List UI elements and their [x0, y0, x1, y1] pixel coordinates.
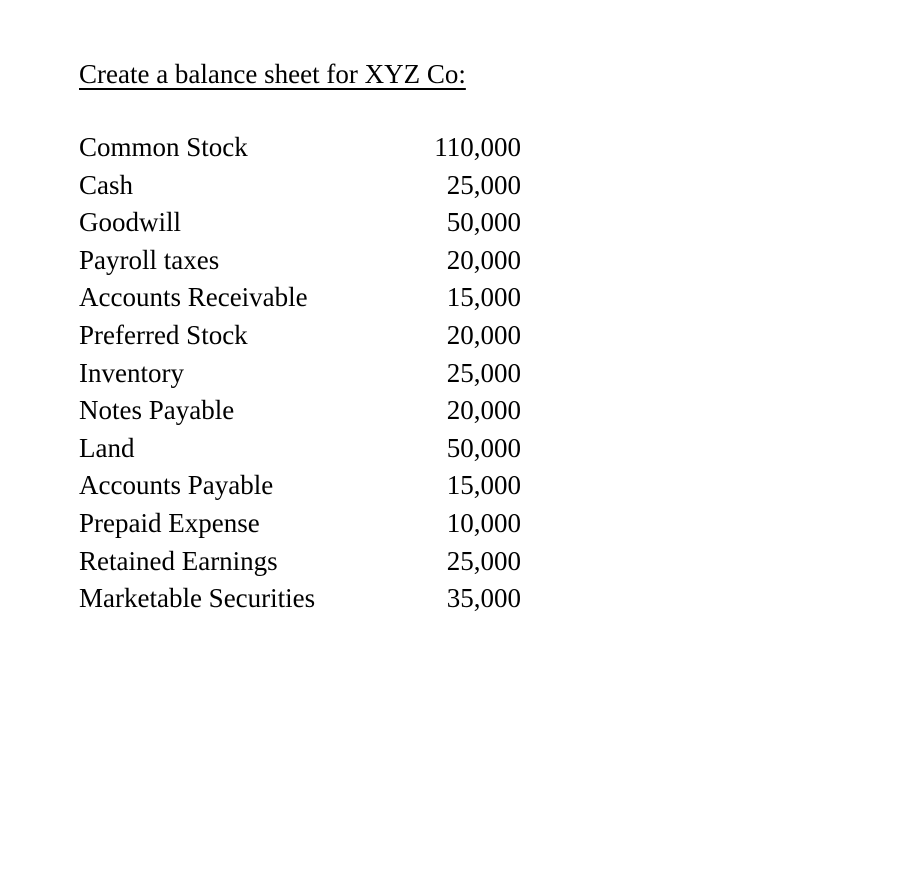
page-title: Create a balance sheet for XYZ Co: [79, 59, 466, 89]
account-amount: 20,000 [446, 319, 521, 350]
list-item [79, 355, 521, 393]
account-label: Goodwill [79, 207, 182, 238]
account-amount: 10,000 [446, 507, 521, 538]
account-amount: 25,000 [446, 357, 521, 388]
list-item [79, 467, 521, 505]
account-amount: 20,000 [446, 395, 521, 426]
list-item [79, 242, 521, 280]
account-label: Preferred Stock [79, 319, 248, 350]
list-item [79, 204, 521, 242]
list-item [79, 317, 521, 355]
account-amount: 35,000 [446, 583, 521, 614]
account-amount: 25,000 [446, 545, 521, 576]
list-item [79, 167, 521, 205]
list-item [79, 392, 521, 430]
account-label: Common Stock [79, 132, 248, 162]
account-label: Marketable Securities [79, 583, 316, 614]
account-amount: 110,000 [434, 132, 521, 162]
account-amount: 25,000 [446, 169, 521, 200]
account-label: Accounts Receivable [79, 282, 308, 313]
account-label: Prepaid Expense [79, 507, 260, 538]
list-item [79, 580, 521, 618]
account-list [79, 129, 521, 618]
account-label: Land [79, 432, 135, 463]
list-item [79, 279, 521, 317]
account-amount: 15,000 [446, 470, 521, 501]
account-label: Notes Payable [79, 395, 235, 426]
account-label: Cash [79, 169, 133, 200]
list-item [79, 129, 521, 167]
account-label: Inventory [79, 357, 184, 388]
account-amount: 50,000 [446, 432, 521, 463]
account-label: Accounts Payable [79, 470, 274, 501]
list-item [79, 430, 521, 468]
account-amount: 20,000 [446, 244, 521, 275]
account-label: Payroll taxes [79, 244, 220, 275]
account-amount: 15,000 [446, 282, 521, 313]
account-label: Retained Earnings [79, 545, 278, 576]
account-amount: 50,000 [446, 207, 521, 238]
list-item [79, 543, 521, 581]
list-item [79, 505, 521, 543]
